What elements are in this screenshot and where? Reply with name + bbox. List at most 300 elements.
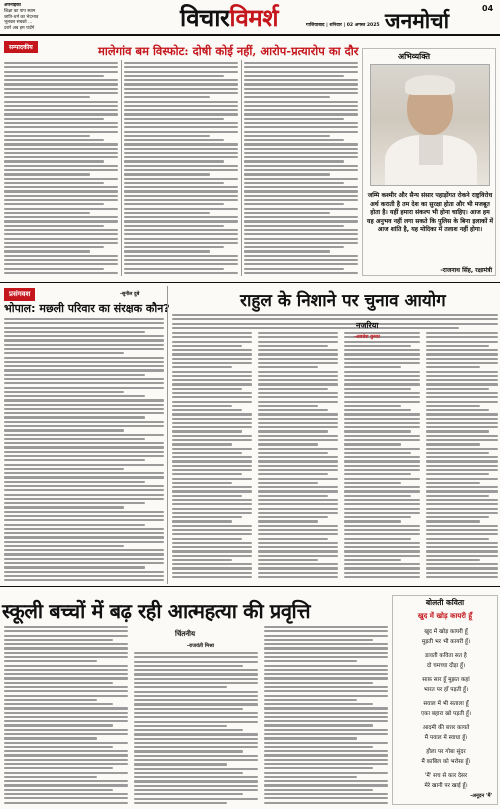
text-line xyxy=(244,83,358,85)
text-line xyxy=(4,643,128,645)
text-line xyxy=(134,669,258,671)
text-line xyxy=(4,199,118,201)
text-line xyxy=(344,413,420,415)
text-line xyxy=(134,763,227,765)
text-line xyxy=(4,374,145,376)
text-line xyxy=(4,511,164,513)
text-line xyxy=(258,508,338,510)
text-line xyxy=(4,255,118,257)
text-line xyxy=(426,383,498,385)
text-line xyxy=(4,626,128,628)
text-line xyxy=(4,549,164,551)
text-line xyxy=(134,721,258,723)
text-line xyxy=(4,344,164,346)
text-line xyxy=(4,575,164,577)
text-line xyxy=(172,542,252,544)
text-line xyxy=(258,456,338,458)
text-line xyxy=(124,160,224,162)
text-line xyxy=(4,268,104,270)
text-line xyxy=(134,665,243,667)
text-line xyxy=(134,673,258,675)
text-line xyxy=(4,724,113,726)
text-line xyxy=(4,656,128,658)
text-line xyxy=(344,559,401,561)
text-line xyxy=(426,486,498,488)
text-line xyxy=(4,579,164,581)
text-line xyxy=(124,203,224,205)
text-line xyxy=(134,661,258,663)
text-line xyxy=(426,576,498,578)
prasangvash-byline: -सुनील दुबे xyxy=(120,292,140,297)
poem-line: डावती कविता सत है xyxy=(425,653,467,659)
newspaper-logo: जनमोर्चा xyxy=(385,8,450,33)
text-line xyxy=(426,465,498,467)
text-line xyxy=(4,378,164,380)
poem-line: मैं पवाल में स्वाधा हूँ। xyxy=(424,734,468,741)
text-line xyxy=(4,442,164,444)
text-line xyxy=(124,96,210,98)
column-divider xyxy=(241,60,242,276)
text-line xyxy=(4,528,164,530)
text-line xyxy=(134,798,258,800)
text-line xyxy=(258,572,338,574)
text-line xyxy=(134,716,258,718)
text-line xyxy=(4,250,90,252)
text-line xyxy=(264,682,373,684)
text-line xyxy=(4,438,145,440)
text-line xyxy=(4,126,118,128)
text-line xyxy=(4,630,128,632)
text-line xyxy=(244,109,358,111)
text-line xyxy=(134,746,258,748)
text-line xyxy=(258,349,338,351)
text-line xyxy=(4,566,145,568)
text-line xyxy=(264,669,388,671)
text-line xyxy=(264,780,388,782)
text-line xyxy=(4,335,164,337)
text-line xyxy=(4,635,128,637)
text-line xyxy=(426,401,498,403)
text-line xyxy=(258,345,328,347)
text-line xyxy=(134,708,243,710)
text-line xyxy=(258,469,338,471)
text-line xyxy=(134,759,258,761)
text-line xyxy=(258,426,338,428)
text-line xyxy=(344,482,401,484)
title-part-2: विमर्श xyxy=(229,3,279,32)
text-line xyxy=(258,418,338,420)
text-line xyxy=(4,660,97,662)
text-line xyxy=(4,331,145,333)
text-line xyxy=(426,538,489,540)
abhivyakti-quote: जम्मि कश्मीर और सैन्य संसार पहाड़ोंगत रोकने राष्ट्रविरोध अर्थ कराती है तम देश का सुरक्षा होता और भी मजबूत होता है। यहीं हमारा संकल्प भी होना चाहिए। आज हम यह अनुभव नहीं लगा सकते कि पुलिस के बिना इलाकों में आज शांति है, यह मोदिका में तलाश नहीं होगा। xyxy=(366,192,494,234)
text-line xyxy=(264,793,388,795)
text-line xyxy=(426,452,489,454)
text-line xyxy=(4,327,164,329)
column-divider xyxy=(121,60,122,276)
text-line xyxy=(172,456,252,458)
text-line xyxy=(244,190,358,192)
text-line xyxy=(244,75,344,77)
text-line xyxy=(172,516,242,518)
text-line xyxy=(258,520,318,522)
text-line xyxy=(264,643,388,645)
text-line xyxy=(172,482,232,484)
text-line xyxy=(4,720,128,722)
text-line xyxy=(172,503,252,505)
text-line xyxy=(4,416,145,418)
text-line xyxy=(172,383,252,385)
text-line xyxy=(264,772,388,774)
text-line xyxy=(134,699,258,701)
text-line xyxy=(4,464,164,466)
text-line xyxy=(4,229,118,231)
text-line xyxy=(426,520,480,522)
text-line xyxy=(344,499,420,501)
text-line xyxy=(4,746,113,748)
text-line xyxy=(426,366,480,368)
prasangvash-headline: भोपाल: मछली परिवार का संरक्षक कौन? xyxy=(4,302,170,315)
text-line xyxy=(172,469,252,471)
poem-line: भारत पर हाँ पड़ती हूँ। xyxy=(423,686,469,693)
text-line xyxy=(4,105,118,107)
text-line xyxy=(4,92,118,94)
text-line xyxy=(264,742,388,744)
text-line xyxy=(172,413,252,415)
text-line xyxy=(4,361,164,363)
rahul-column-4 xyxy=(426,332,498,580)
text-line xyxy=(344,418,420,420)
text-line xyxy=(124,131,238,133)
text-line xyxy=(244,182,344,184)
poem-line: आदमी की बत्तर कायते xyxy=(422,725,470,731)
text-line xyxy=(344,516,411,518)
text-line xyxy=(124,118,224,120)
text-line xyxy=(172,572,252,574)
text-line xyxy=(258,358,338,360)
text-line xyxy=(264,695,388,697)
text-line xyxy=(426,456,498,458)
text-line xyxy=(4,759,128,761)
text-line xyxy=(172,546,252,548)
text-line xyxy=(264,754,388,756)
text-line xyxy=(4,318,164,320)
text-line xyxy=(4,750,128,752)
text-line xyxy=(258,353,338,355)
text-line xyxy=(172,336,252,338)
text-line xyxy=(258,430,328,432)
text-line xyxy=(426,418,498,420)
text-line xyxy=(172,512,252,514)
masthead xyxy=(0,0,500,36)
bottom-headline: स्कूली बच्चों में बढ़ रही आत्महत्या की प्रवृत्ति xyxy=(2,599,311,623)
text-line xyxy=(258,516,328,518)
text-line xyxy=(264,656,388,658)
text-line xyxy=(258,448,338,450)
text-line xyxy=(4,793,128,795)
text-line xyxy=(244,233,358,235)
text-line xyxy=(244,220,358,222)
text-line xyxy=(4,122,118,124)
tagline-line: जाति-धर्म का भेदभाव xyxy=(4,14,39,20)
chintaniya-byline: -राजवंती मिश्रा xyxy=(187,643,214,649)
text-line xyxy=(124,182,224,184)
text-line xyxy=(344,341,420,343)
text-line xyxy=(124,79,238,81)
text-line xyxy=(4,506,124,508)
text-line xyxy=(258,490,338,492)
text-line xyxy=(4,195,118,197)
editorial-column-2 xyxy=(124,62,238,276)
text-line xyxy=(344,550,420,552)
text-line xyxy=(244,96,330,98)
text-line xyxy=(244,131,358,133)
text-line xyxy=(426,409,489,411)
text-line xyxy=(426,473,489,475)
text-line xyxy=(258,499,338,501)
text-line xyxy=(244,178,358,180)
text-line xyxy=(134,785,258,787)
text-line xyxy=(264,733,388,735)
text-line xyxy=(4,703,113,705)
text-line xyxy=(244,135,330,137)
text-line xyxy=(344,448,420,450)
text-line xyxy=(172,430,242,432)
text-line xyxy=(124,229,238,231)
text-line xyxy=(4,186,118,188)
text-line xyxy=(4,382,164,384)
text-line xyxy=(344,375,420,377)
text-line xyxy=(244,66,358,68)
text-line xyxy=(264,746,373,748)
text-line xyxy=(172,345,242,347)
text-line xyxy=(4,101,118,103)
text-line xyxy=(4,686,128,688)
text-line xyxy=(4,225,104,227)
poem-stanza xyxy=(400,748,492,767)
text-line xyxy=(426,550,498,552)
page-title xyxy=(180,1,278,34)
text-line xyxy=(172,418,252,420)
text-line xyxy=(344,533,420,535)
text-line xyxy=(258,576,338,578)
text-line xyxy=(124,71,238,73)
text-line xyxy=(344,546,420,548)
text-line xyxy=(4,716,128,718)
text-line xyxy=(124,148,238,150)
poem-line: एका बहारा खो पड़ती हूँ। xyxy=(420,710,472,717)
text-line xyxy=(258,452,328,454)
text-line xyxy=(264,626,388,628)
poem-stanza xyxy=(400,700,492,719)
tagline-line: भूलकर सबको ... xyxy=(4,20,33,26)
text-line xyxy=(244,79,358,81)
poem-line: 'मैं' सच से कार देसर xyxy=(424,773,468,779)
text-line xyxy=(344,405,401,407)
text-line xyxy=(124,216,238,218)
text-line xyxy=(4,733,128,735)
text-line xyxy=(258,538,328,540)
text-line xyxy=(4,729,128,731)
text-line xyxy=(244,92,358,94)
text-line xyxy=(4,233,118,235)
text-line xyxy=(4,152,118,154)
text-line xyxy=(4,173,90,175)
text-line xyxy=(4,429,124,431)
text-line xyxy=(244,225,344,227)
text-line xyxy=(258,512,338,514)
text-line xyxy=(4,322,164,324)
text-line xyxy=(172,405,232,407)
text-line xyxy=(172,327,459,329)
text-line xyxy=(124,233,238,235)
poem-stanza xyxy=(400,724,492,743)
text-line xyxy=(4,802,128,804)
text-line xyxy=(4,695,128,697)
text-line xyxy=(244,118,344,120)
text-line xyxy=(172,392,252,394)
text-line xyxy=(258,371,338,373)
text-line xyxy=(172,559,232,561)
poem-line: मुड़ती भर भी कायरी हूँ। xyxy=(421,638,471,645)
text-line xyxy=(244,263,358,265)
editorial-column-1 xyxy=(4,62,118,276)
text-line xyxy=(124,83,238,85)
text-line xyxy=(244,229,358,231)
text-line xyxy=(124,212,210,214)
text-line xyxy=(426,341,498,343)
text-line xyxy=(172,495,242,497)
editorial-tag: सम्पादकीय xyxy=(4,41,38,53)
text-line xyxy=(4,96,90,98)
text-line xyxy=(4,767,113,769)
text-line xyxy=(134,729,243,731)
text-line xyxy=(4,131,118,133)
text-line xyxy=(124,238,238,240)
text-line xyxy=(124,250,210,252)
text-line xyxy=(244,169,358,171)
prasangvash-tag: प्रसंगवश xyxy=(4,288,35,301)
text-line xyxy=(426,371,498,373)
text-line xyxy=(426,567,498,569)
text-line xyxy=(426,353,498,355)
text-line xyxy=(134,780,258,782)
text-line xyxy=(244,88,358,90)
text-line xyxy=(264,797,388,799)
prasangvash-column-1 xyxy=(4,318,164,583)
text-line xyxy=(426,503,498,505)
text-line xyxy=(344,443,401,445)
text-line xyxy=(264,767,373,769)
text-line xyxy=(244,272,358,274)
text-line xyxy=(426,529,498,531)
text-line xyxy=(426,430,489,432)
title-part-1: विचार xyxy=(180,3,230,32)
rahul-article xyxy=(170,286,500,584)
text-line xyxy=(4,472,164,474)
text-line xyxy=(264,677,388,679)
text-line xyxy=(426,495,489,497)
text-line xyxy=(244,212,330,214)
text-line xyxy=(244,208,358,210)
text-line xyxy=(4,412,164,414)
text-line xyxy=(172,525,252,527)
text-line xyxy=(4,558,164,560)
text-line xyxy=(124,75,224,77)
text-line xyxy=(4,143,118,145)
poem-stanza xyxy=(400,628,492,647)
text-line xyxy=(4,468,124,470)
text-line xyxy=(4,169,118,171)
text-line xyxy=(172,499,252,501)
text-line xyxy=(344,422,420,424)
text-line xyxy=(258,435,338,437)
text-line xyxy=(258,409,328,411)
text-line xyxy=(4,135,90,137)
text-line xyxy=(124,152,238,154)
text-line xyxy=(258,559,318,561)
text-line xyxy=(4,212,90,214)
text-line xyxy=(258,422,338,424)
text-line xyxy=(4,476,164,478)
text-line xyxy=(4,665,128,667)
text-line xyxy=(4,160,104,162)
section-rule xyxy=(0,282,500,283)
poem-line: खुद में खोड़ कायरी हूँ xyxy=(424,629,468,635)
text-line xyxy=(4,699,97,701)
text-line xyxy=(124,66,238,68)
text-line xyxy=(4,220,118,222)
text-line xyxy=(344,345,411,347)
text-line xyxy=(172,362,252,364)
text-line xyxy=(344,358,420,360)
text-line xyxy=(244,139,344,141)
text-line xyxy=(4,339,164,341)
text-line xyxy=(124,208,238,210)
text-line xyxy=(258,546,338,548)
text-line xyxy=(124,135,210,137)
text-line xyxy=(426,443,480,445)
text-line xyxy=(264,699,357,701)
text-line xyxy=(4,434,164,436)
text-line xyxy=(264,737,357,739)
text-line xyxy=(172,366,232,368)
text-line xyxy=(244,105,358,107)
text-line xyxy=(344,538,411,540)
editorial-column-3 xyxy=(244,62,358,276)
text-line xyxy=(4,532,164,534)
text-line xyxy=(264,776,357,778)
text-line xyxy=(426,345,489,347)
text-line xyxy=(4,446,164,448)
text-line xyxy=(172,435,252,437)
text-line xyxy=(4,498,164,500)
text-line xyxy=(4,485,164,487)
text-line xyxy=(4,425,164,427)
tagline-line: शिक्षा का पाप स्थान xyxy=(4,8,36,14)
text-line xyxy=(134,772,243,774)
text-line xyxy=(426,559,480,561)
text-line xyxy=(4,494,164,496)
text-line xyxy=(124,109,238,111)
text-line xyxy=(4,652,128,654)
text-line xyxy=(4,763,128,765)
text-line xyxy=(244,160,344,162)
text-line xyxy=(344,512,420,514)
text-line xyxy=(4,754,128,756)
text-line xyxy=(258,388,328,390)
text-line xyxy=(244,186,358,188)
